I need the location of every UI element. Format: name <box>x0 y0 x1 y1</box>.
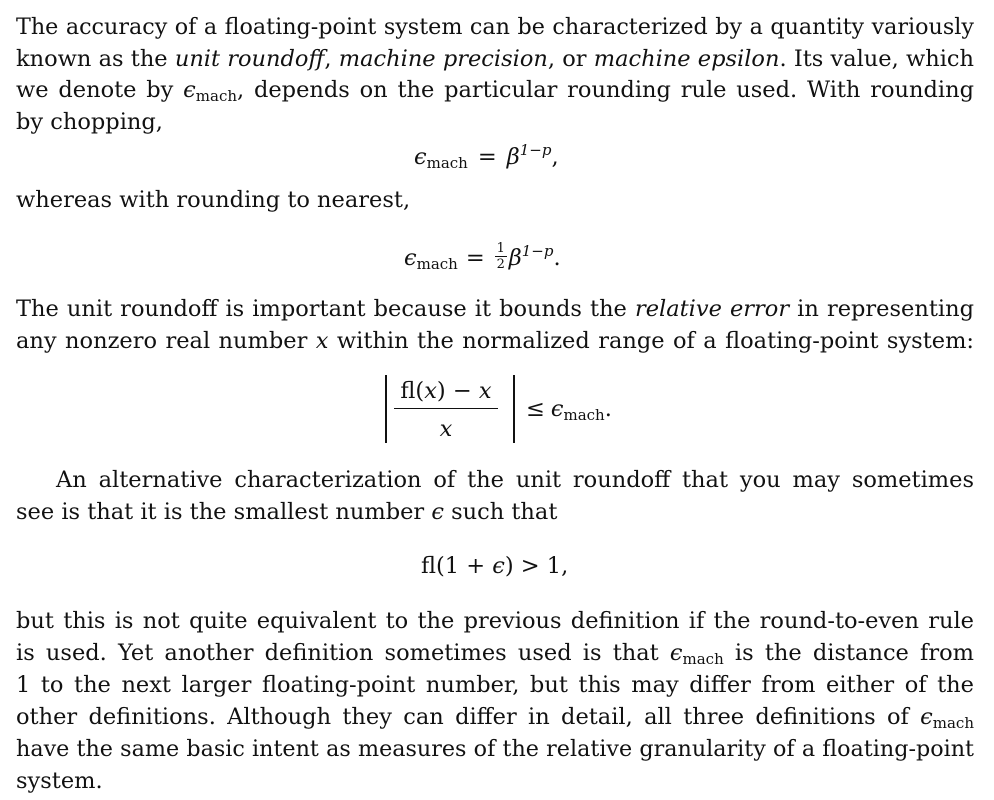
abs-bar-right <box>513 375 515 443</box>
paragraph4-line5: have the same basic intent as measures of the relative granularity of a floating-point <box>16 736 974 762</box>
text-span: , <box>324 46 339 72</box>
fraction-denominator: 2 <box>496 257 505 272</box>
term-relative-error: relative error <box>634 296 790 322</box>
text-span: The unit roundoff is important because it bounds the <box>16 296 635 322</box>
paragraph3-line2 <box>16 496 974 528</box>
text-span: is the distance from <box>723 640 974 666</box>
paragraph4-line2 <box>16 637 974 669</box>
between-text-1: whereas with rounding to nearest, <box>16 187 411 213</box>
paragraph2-line1 <box>16 293 974 325</box>
text-span: known as the <box>16 46 175 72</box>
text-span: any nonzero real number <box>16 328 316 354</box>
mach-subscript: mach <box>426 154 468 172</box>
equation-rhs <box>526 393 612 425</box>
mach-subscript: mach <box>195 87 238 105</box>
epsilon-symbol: ϵ <box>669 640 683 666</box>
equation-chopping <box>414 141 559 173</box>
text-span: is used. Yet another definition sometimes used is that <box>16 640 670 666</box>
paragraph1-line1: The accuracy of a floating-point system can be characterized by a quantity variously <box>16 14 974 40</box>
text-span: within the normalized range of a floating-point system: <box>328 328 975 354</box>
paragraph3-line1: An alternative characterization of the unit roundoff that you may sometimes <box>56 467 974 493</box>
text-span: fl( <box>400 378 425 404</box>
epsilon-symbol: ϵ <box>920 704 933 730</box>
paragraph1-line4: by chopping, <box>16 109 163 135</box>
epsilon-symbol: ϵ <box>550 396 564 422</box>
variable-x: x <box>315 328 329 354</box>
text-span: . Its value, which <box>779 46 975 72</box>
paragraph4-line3: 1 to the next larger floating-point number, but this may differ from either of the <box>16 672 974 698</box>
epsilon-symbol: ϵ <box>414 144 427 170</box>
mach-subscript: mach <box>932 714 974 732</box>
text-span: such that <box>443 499 558 525</box>
fraction-denominator: x <box>439 416 453 442</box>
variable-x: x <box>424 378 437 404</box>
term-machine-precision: machine precision <box>338 46 548 72</box>
epsilon-symbol: ϵ <box>404 245 417 271</box>
mach-subscript: mach <box>416 255 458 273</box>
text-span: we denote by <box>16 77 184 103</box>
mach-subscript: mach <box>682 650 724 668</box>
text-span: in representing <box>789 296 974 322</box>
paragraph2-line2 <box>16 325 974 357</box>
paragraph4-line6: system. <box>16 768 103 794</box>
epsilon-symbol: ϵ <box>431 499 444 525</box>
punctuation: . <box>553 245 561 271</box>
paragraph1-line2 <box>16 43 974 75</box>
text-span: , depends on the particular rounding rule used. With rounding <box>237 77 974 103</box>
text-span: see is that it is the smallest number <box>16 499 432 525</box>
beta-symbol: β <box>506 144 520 170</box>
punctuation: , <box>551 144 559 170</box>
beta-symbol: β <box>508 245 522 271</box>
punctuation: . <box>604 396 612 422</box>
fraction-bar <box>394 408 498 409</box>
text-span: ) − <box>436 378 479 404</box>
exponent: 1−p <box>519 141 552 159</box>
less-equal-sign: ≤ <box>526 396 545 422</box>
term-machine-epsilon: machine epsilon <box>593 46 780 72</box>
epsilon-symbol: ϵ <box>183 77 196 103</box>
text-span: other definitions. Although they can differ in detail, all three definitions of <box>16 704 921 730</box>
paragraph1-line3 <box>16 74 974 106</box>
paragraph4-line1: but this is not quite equivalent to the previous definition if the round-to-even rule <box>16 608 974 634</box>
exponent: 1−p <box>521 242 554 260</box>
paragraph4-line4 <box>16 701 974 733</box>
variable-x: x <box>478 378 492 404</box>
mach-subscript: mach <box>563 406 605 424</box>
text-span: fl(1 + <box>421 553 493 579</box>
equals-sign: = <box>477 144 497 170</box>
abs-bar-left <box>385 375 387 443</box>
fraction-numerator: 1 <box>496 241 505 256</box>
equation-fl-one-plus-eps <box>421 550 568 582</box>
epsilon-symbol: ϵ <box>492 553 505 579</box>
text-span: ) > 1, <box>504 553 569 579</box>
one-half-fraction <box>495 242 507 271</box>
term-unit-roundoff: unit roundoff <box>174 46 325 72</box>
fraction-numerator <box>394 377 498 405</box>
relative-error-fraction <box>394 375 498 443</box>
text-span: , or <box>547 46 594 72</box>
equals-sign: = <box>465 245 485 271</box>
equation-nearest <box>404 242 561 274</box>
